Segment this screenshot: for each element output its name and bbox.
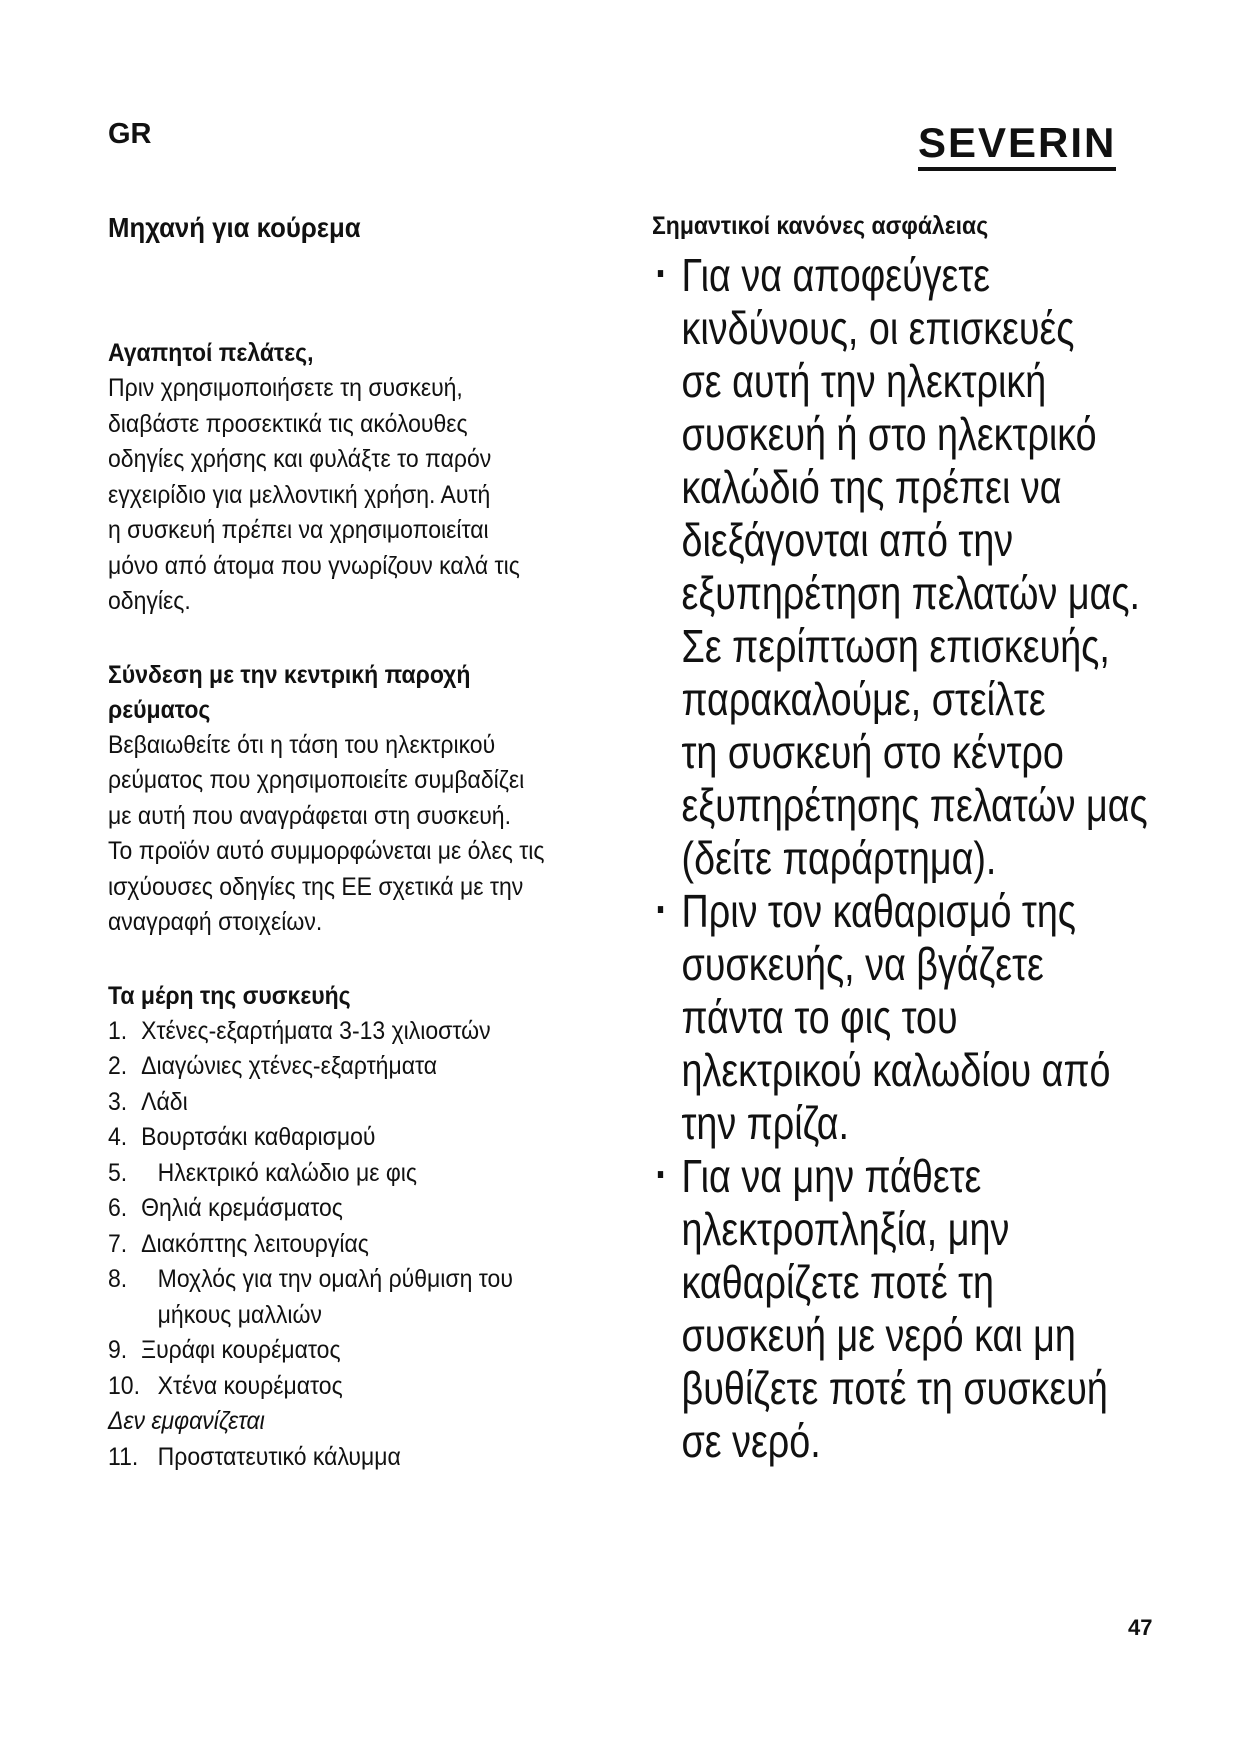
mains-line: με αυτή που αναγράφεται στη συσκευή. bbox=[108, 801, 511, 830]
mains-heading-cont: ρεύματος bbox=[108, 695, 211, 724]
item-number: 4. bbox=[108, 1123, 128, 1151]
list-item bbox=[108, 1120, 586, 1156]
item-text: Διαγώνιες χτένες-εξαρτήματα bbox=[141, 1052, 438, 1080]
safety-heading: Σημαντικοί κανόνες ασφάλειας bbox=[652, 212, 989, 240]
parts-list-extra bbox=[108, 1440, 628, 1476]
item-text: Ξυράφι κουρέματος bbox=[141, 1336, 341, 1364]
list-item bbox=[108, 1227, 586, 1263]
greeting-line: Πριν χρησιμοποιήσετε τη συσκευή, bbox=[108, 374, 463, 402]
language-code: GR bbox=[108, 118, 152, 150]
item-number: 7. bbox=[108, 1229, 128, 1258]
mains-line: Το προϊόν αυτό συμμορφώνεται με όλες τις bbox=[108, 837, 545, 865]
brand-logo: SEVERIN bbox=[918, 122, 1116, 171]
item-text: Θηλιά κρεμάσματος bbox=[141, 1194, 343, 1222]
parts-heading: Τα μέρη της συσκευής bbox=[108, 981, 351, 1010]
item-text: Χτένα κουρέματος bbox=[157, 1371, 343, 1400]
item-text: Βουρτσάκι καθαρισμού bbox=[141, 1123, 376, 1151]
greeting-line: μόνο από άτομα που γνωρίζουν καλά τις bbox=[108, 551, 520, 580]
list-item bbox=[108, 1156, 586, 1192]
greeting-line: εγχειρίδιο για μελλοντική χρήση. Αυτή bbox=[108, 480, 491, 509]
list-item bbox=[108, 1333, 586, 1369]
list-item bbox=[108, 1191, 586, 1227]
document-title: Μηχανή για κούρεμα bbox=[108, 212, 361, 243]
item-number: 1. bbox=[108, 1016, 128, 1045]
list-item bbox=[108, 1049, 586, 1085]
list-item bbox=[108, 1085, 586, 1121]
item-text: Μοχλός για την ομαλή ρύθμιση του bbox=[157, 1265, 513, 1293]
spacer bbox=[108, 941, 628, 979]
list-item bbox=[108, 1298, 586, 1334]
item-number: 5. bbox=[108, 1158, 128, 1187]
spacer bbox=[108, 620, 628, 658]
page-number: 47 bbox=[1128, 1615, 1153, 1640]
mains-line: αναγραφή στοιχείων. bbox=[108, 908, 323, 936]
item-text: Προστατευτικό κάλυμμα bbox=[157, 1442, 401, 1471]
mains-heading: Σύνδεση με την κεντρική παροχή bbox=[108, 660, 471, 689]
greeting-line: οδηγίες χρήσης και φυλάξτε το παρόν bbox=[108, 445, 492, 473]
item-text: Διακόπτης λειτουργίας bbox=[141, 1229, 369, 1258]
not-shown-note: Δεν εμφανίζεται bbox=[108, 1407, 265, 1435]
item-number: 10. bbox=[108, 1371, 140, 1400]
item-number: 9. bbox=[108, 1336, 128, 1364]
safety-bullet: · Πριν τον καθαρισμό της συσκευής, να βγάζετε πάντα το φις του ηλεκτρικού καλωδίου από την πρίζα. bbox=[652, 885, 1206, 1150]
list-item bbox=[108, 1440, 586, 1476]
item-number: 8. bbox=[108, 1265, 128, 1293]
left-column bbox=[108, 212, 628, 1475]
greeting-line: διαβάστε προσεκτικά τις ακόλουθες bbox=[108, 409, 468, 438]
item-number bbox=[108, 1298, 158, 1334]
safety-bullet: · Για να αποφεύγετε κινδύνους, οι επισκευές σε αυτή την ηλεκτρική συσκευή ή στο ηλεκτρικό καλώδιό της πρέπει να διεξάγονται από την εξυπηρέτηση πελατών μας. Σε περίπτωση επισκευής, παρακαλούμε, στείλτε τη συσκευή στο κέντρο εξυπηρέτησης πελατών μας (δείτε παράρτημα). bbox=[652, 249, 1206, 885]
item-text: Λάδι bbox=[141, 1087, 188, 1116]
greeting-heading: Αγαπητοί πελάτες, bbox=[108, 339, 314, 367]
item-text: Ηλεκτρικό καλώδιο με φις bbox=[157, 1158, 417, 1187]
safety-bullet: · Για να μην πάθετε ηλεκτροπληξία, μην καθαρίζετε ποτέ τη συσκευή με νερό και μη βυθίζετε ποτέ τη συσκευή σε νερό. bbox=[652, 1150, 1206, 1468]
mains-line: ρεύματος που χρησιμοποιείτε συμβαδίζει bbox=[108, 766, 525, 794]
item-number: 3. bbox=[108, 1087, 128, 1116]
item-number: 2. bbox=[108, 1052, 128, 1080]
item-text: Χτένες-εξαρτήματα 3-13 χιλιοστών bbox=[141, 1016, 491, 1045]
item-number: 11. bbox=[108, 1442, 139, 1471]
greeting-line: οδηγίες. bbox=[108, 587, 191, 615]
item-text: μήκους μαλλιών bbox=[157, 1300, 322, 1329]
list-item bbox=[108, 1262, 586, 1298]
item-number: 6. bbox=[108, 1194, 128, 1222]
mains-line: ισχύουσες οδηγίες της ΕΕ σχετικά με την bbox=[108, 872, 524, 901]
greeting-line: η συσκευή πρέπει να χρησιμοποιείται bbox=[108, 516, 489, 544]
parts-list bbox=[108, 1014, 628, 1405]
list-item bbox=[108, 1014, 586, 1050]
safety-list bbox=[652, 249, 1192, 1468]
mains-line: Βεβαιωθείτε ότι η τάση του ηλεκτρικού bbox=[108, 730, 496, 759]
right-column bbox=[652, 212, 1192, 1468]
list-item bbox=[108, 1369, 586, 1405]
